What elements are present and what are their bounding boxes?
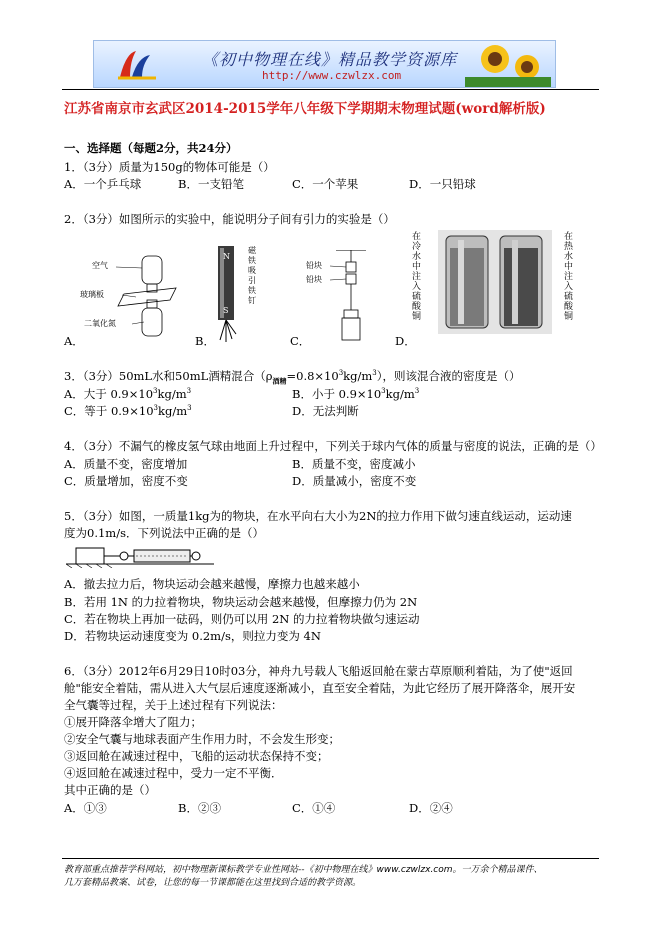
footer-rule <box>62 858 599 859</box>
q6-statement-4: ④返回舱在减速过程中，受力一定不平衡． <box>64 766 283 780</box>
section-heading: 一、选择题（每题2分，共24分） <box>64 141 238 155</box>
question-2-stem: 2．（3分）如图所示的实验中，能说明分子间有引力的实验是（） <box>64 212 395 226</box>
q3-option-b[interactable]: B．小于 $0.9\times 10^3kg/m^3$ <box>292 387 420 401</box>
q3-option-d[interactable]: D．无法判断 <box>292 404 359 418</box>
q6-option-c[interactable]: C．①④ <box>292 801 336 815</box>
q2-figure-d <box>412 230 596 346</box>
q6-option-b[interactable]: B．②③ <box>178 801 221 815</box>
q2-figure-b <box>210 244 270 346</box>
fig-c-label-lead2: 铅块 <box>306 275 322 284</box>
question-4-stem: 4．（3分）不漏气的橡皮氢气球由地面上升过程中，下列关于球内气体的质量与密度的说法，正确的是（） <box>64 439 602 453</box>
q1-option-b[interactable]: B．一支铅笔 <box>178 177 244 191</box>
banner-title: 《初中物理在线》精品教学资源库 <box>202 50 458 69</box>
q6-option-d[interactable]: D．②④ <box>409 801 453 815</box>
q4-option-d[interactable]: D．质量减小，密度不变 <box>292 474 417 488</box>
header-rule <box>62 89 599 90</box>
fig-a-label-no2: 二氧化氮 <box>84 319 116 328</box>
sunflower-icon <box>465 41 551 87</box>
q1-option-c[interactable]: C．一个苹果 <box>292 177 359 191</box>
q2-option-d[interactable]: D． <box>395 334 416 348</box>
q2-figure-a <box>80 248 180 340</box>
q3-option-c[interactable]: C．等于 $0.9\times 10^3kg/m^3$ <box>64 404 192 418</box>
site-logo-icon <box>116 47 158 81</box>
q4-option-c[interactable]: C．质量增加，密度不变 <box>64 474 188 488</box>
fig-c-label-lead1: 铅块 <box>306 261 322 270</box>
q5-option-b[interactable]: B．若用 1N 的力拉着物块，物块运动会越来越慢，但摩擦力仍为 2N <box>64 595 418 609</box>
fig-b-label-text: 磁铁吸引铁钉 <box>248 246 256 305</box>
fig-b-label-s: S <box>223 306 229 315</box>
q5-option-a[interactable]: A．撤去拉力后，物块运动会越来越慢，摩擦力也越来越小 <box>64 577 360 591</box>
banner-url[interactable]: http://www.czwlzx.com <box>262 69 402 82</box>
fig-a-label-air: 空气 <box>92 261 108 270</box>
block-spring-scale-diagram <box>66 542 216 568</box>
header-banner <box>93 40 556 88</box>
q4-option-b[interactable]: B．质量不变，密度减小 <box>292 457 416 471</box>
question-5-stem-line1: 5．（3分）如图，一质量1kg为的物块，在水平向右大小为2N的拉力作用下做匀速直线运动，运动速 <box>64 509 572 523</box>
q3-option-a[interactable]: A．大于 $0.9\times 10^3kg/m^3$ <box>64 387 192 401</box>
q6-option-a[interactable]: A．①③ <box>64 801 107 815</box>
q6-statement-1: ①展开降落伞增大了阻力； <box>64 715 202 729</box>
q2-option-b[interactable]: B． <box>195 334 215 348</box>
footer-line-2: 几万套精品教案、试卷，让您的每一节课都能在这里找到合适的教学资源。 <box>64 878 362 888</box>
footer-line-1: 教育部重点推荐学科网站，初中物理新课标教学专业性网站--《初中物理在线》www.czwlzx.com。一万余个精品课件、 <box>64 865 543 875</box>
question-6-stem-line3: 全气囊等过程，关于上述过程有下列说法： <box>64 698 283 712</box>
page-footer <box>64 864 604 890</box>
fig-a-label-plate: 玻璃板 <box>80 290 104 299</box>
q5-option-d[interactable]: D．若物块运动速度变为 0.2m/s，则拉力变为 4N <box>64 629 321 643</box>
question-3-stem: 3．（3分）50mL水和50mL酒精混合$(\rho_{酒精}=0.8\times 10^3kg/m^3)$，则该混合液的密度是（） <box>64 369 521 386</box>
q2-figure-c <box>306 250 376 346</box>
fig-b-label-n: N <box>223 252 230 261</box>
q4-option-a[interactable]: A．质量不变，密度增加 <box>64 457 188 471</box>
q6-which-prompt: 其中正确的是（） <box>64 783 156 797</box>
q2-option-a[interactable]: A． <box>64 334 84 348</box>
q5-option-c[interactable]: C．若在物块上再加一砝码，则仍可以用 2N 的力拉着物块做匀速运动 <box>64 612 420 626</box>
q2-option-c[interactable]: C． <box>290 334 311 348</box>
beakers-photo <box>438 230 552 334</box>
question-6-stem-line1: 6．（3分）2012年6月29日10时03分，神舟九号载人飞船返回舱在蒙古草原顺利着陆，为了使"返回 <box>64 664 573 678</box>
q6-statement-2: ②安全气囊与地球表面产生作用力时，不会发生形变； <box>64 732 340 746</box>
q1-option-d[interactable]: D．一只铅球 <box>409 177 476 191</box>
magnet-diagram <box>210 244 270 346</box>
fig-d-label-left: 在冷水中注入硫酸铜 <box>412 232 422 322</box>
question-6-stem-line2: 舱"能安全着陆，需从进入大气层后速度逐渐减小，直至安全着陆，为此它经历了展开降落伞，展开安 <box>64 681 576 695</box>
fig-d-label-right: 在热水中注入硫酸铜 <box>564 232 574 322</box>
question-1-stem: 1．（3分）质量为150g的物体可能是（） <box>64 160 275 174</box>
question-5-stem-line2: 度为0.1m/s．下列说法中正确的是（） <box>64 526 264 540</box>
q6-statement-3: ③返回舱在减速过程中，飞船的运动状态保持不变； <box>64 749 329 763</box>
q1-option-a[interactable]: A．一个乒乓球 <box>64 177 142 191</box>
document-title: 江苏省南京市玄武区2014-2015学年八年级下学期期末物理试题(word解析版) <box>64 101 546 117</box>
